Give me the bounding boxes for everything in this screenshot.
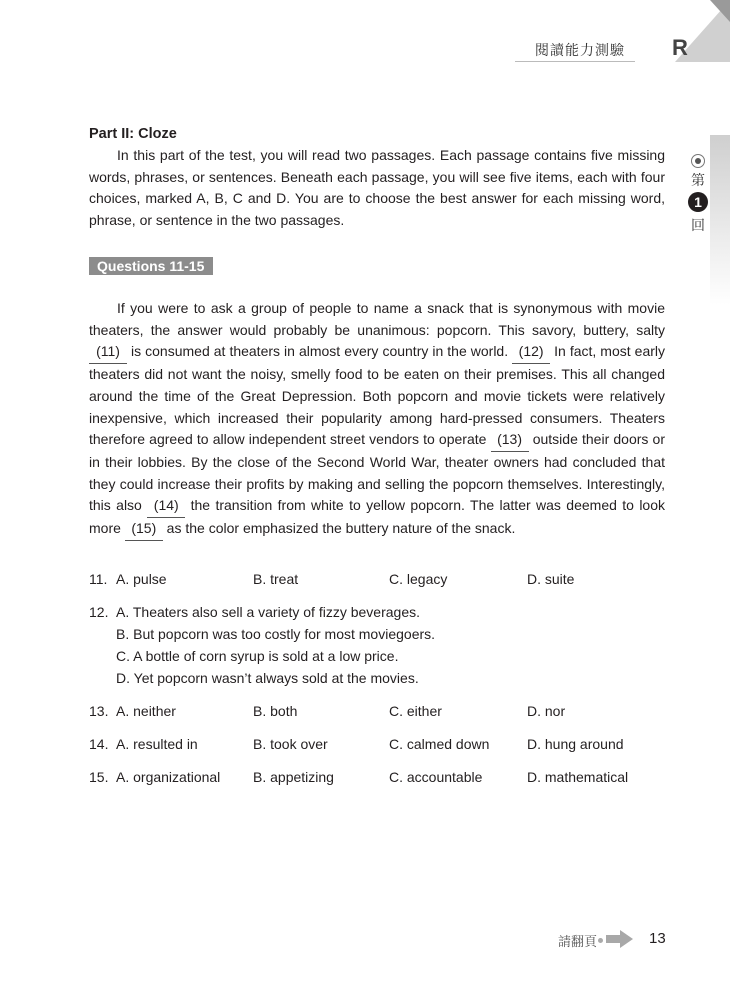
option-a[interactable]: A. Theaters also sell a variety of fizzy beverages. bbox=[116, 604, 420, 620]
option-b[interactable]: B. appetizing bbox=[253, 769, 334, 785]
part-instructions: In this part of the test, you will read two passages. Each passage contains five missing words, phrases, or sentences. Beneath each passage, you will see five items, each with four choices, marked A, B, C and D. You are to choose the best answer for each missing word, phrase, or sentence in the two passages. bbox=[89, 147, 665, 229]
header-section-letter: R bbox=[672, 35, 688, 60]
option-c[interactable]: C. A bottle of corn syrup is sold at a low price. bbox=[116, 648, 399, 664]
option-a[interactable]: A. pulse bbox=[116, 571, 167, 587]
passage-text: as the color emphasized the buttery nature of the snack. bbox=[162, 520, 516, 537]
side-tab-top-char: 第 bbox=[691, 172, 705, 188]
option-d[interactable]: D. nor bbox=[527, 703, 566, 719]
option-a[interactable]: A. organizational bbox=[116, 769, 221, 785]
option-b[interactable]: B. both bbox=[253, 703, 298, 719]
bullet-icon bbox=[691, 154, 705, 168]
option-c[interactable]: C. calmed down bbox=[389, 736, 490, 752]
option-d[interactable]: D. hung around bbox=[527, 736, 624, 752]
blank-11: (11) bbox=[89, 341, 127, 364]
blank-15: (15) bbox=[125, 518, 163, 541]
option-c[interactable]: C. either bbox=[389, 703, 442, 719]
arrow-right-icon bbox=[606, 929, 634, 954]
side-tab-bar bbox=[710, 135, 730, 305]
part-title: Part II: Cloze bbox=[89, 126, 177, 142]
side-tab-round-number: 1 bbox=[688, 192, 708, 212]
blank-13: (13) bbox=[491, 429, 529, 452]
option-c[interactable]: C. accountable bbox=[389, 769, 483, 785]
passage-text: If you were to ask a group of people to name a snack that is synonymous with movie theaters, the answer would probably be unanimous: popcorn. This savory, buttery, salty bbox=[89, 300, 665, 338]
question-number: 13. bbox=[89, 703, 109, 719]
option-d[interactable]: D. suite bbox=[527, 571, 575, 587]
option-c[interactable]: C. legacy bbox=[389, 571, 448, 587]
blank-12: (12) bbox=[512, 341, 550, 364]
option-b[interactable]: B. took over bbox=[253, 736, 328, 752]
question-number: 14. bbox=[89, 736, 109, 752]
question-number: 15. bbox=[89, 769, 109, 785]
option-d[interactable]: D. Yet popcorn wasn’t always sold at the movies. bbox=[116, 670, 419, 686]
option-b[interactable]: B. treat bbox=[253, 571, 299, 587]
passage-text: is consumed at theaters in almost every country in the world. bbox=[127, 343, 513, 360]
page-number: 13 bbox=[649, 930, 666, 947]
option-a[interactable]: A. neither bbox=[116, 703, 176, 719]
cloze-passage bbox=[89, 298, 665, 541]
question-number: 11. bbox=[89, 571, 108, 587]
turn-page-label: 請翻頁 bbox=[558, 934, 598, 949]
footer-dot-icon bbox=[598, 938, 603, 943]
blank-14: (14) bbox=[147, 495, 185, 518]
passage-text: outside their doors or in their lobbies. By the close of the Second World War, theater owners had concluded that they could increase their profits by making and selling the popcorn themselves. Interestingly, this also bbox=[89, 431, 665, 514]
section-label: Questions 11-15 bbox=[89, 257, 213, 275]
passage-text: the transition from white to yellow popcorn. The latter was deemed to look more bbox=[89, 497, 666, 537]
side-tab-bottom-char: 回 bbox=[691, 217, 705, 233]
header-divider bbox=[515, 61, 635, 62]
question-number: 12. bbox=[89, 604, 109, 620]
option-b[interactable]: B. But popcorn was too costly for most moviegoers. bbox=[116, 626, 436, 642]
option-d[interactable]: D. mathematical bbox=[527, 769, 629, 785]
option-a[interactable]: A. resulted in bbox=[116, 736, 198, 752]
header-title: 閱讀能力測驗 bbox=[535, 42, 625, 58]
passage-text: In fact, most early theaters did not want the noisy, smelly food to be eaten on their premises. This all changed around the time of the Great Depression. Both popcorn and movie tickets were relatively inexpensive, which increased their popularity among hard-pressed consumers. Theaters therefore agreed to allow independent street vendors to operate bbox=[89, 343, 665, 448]
